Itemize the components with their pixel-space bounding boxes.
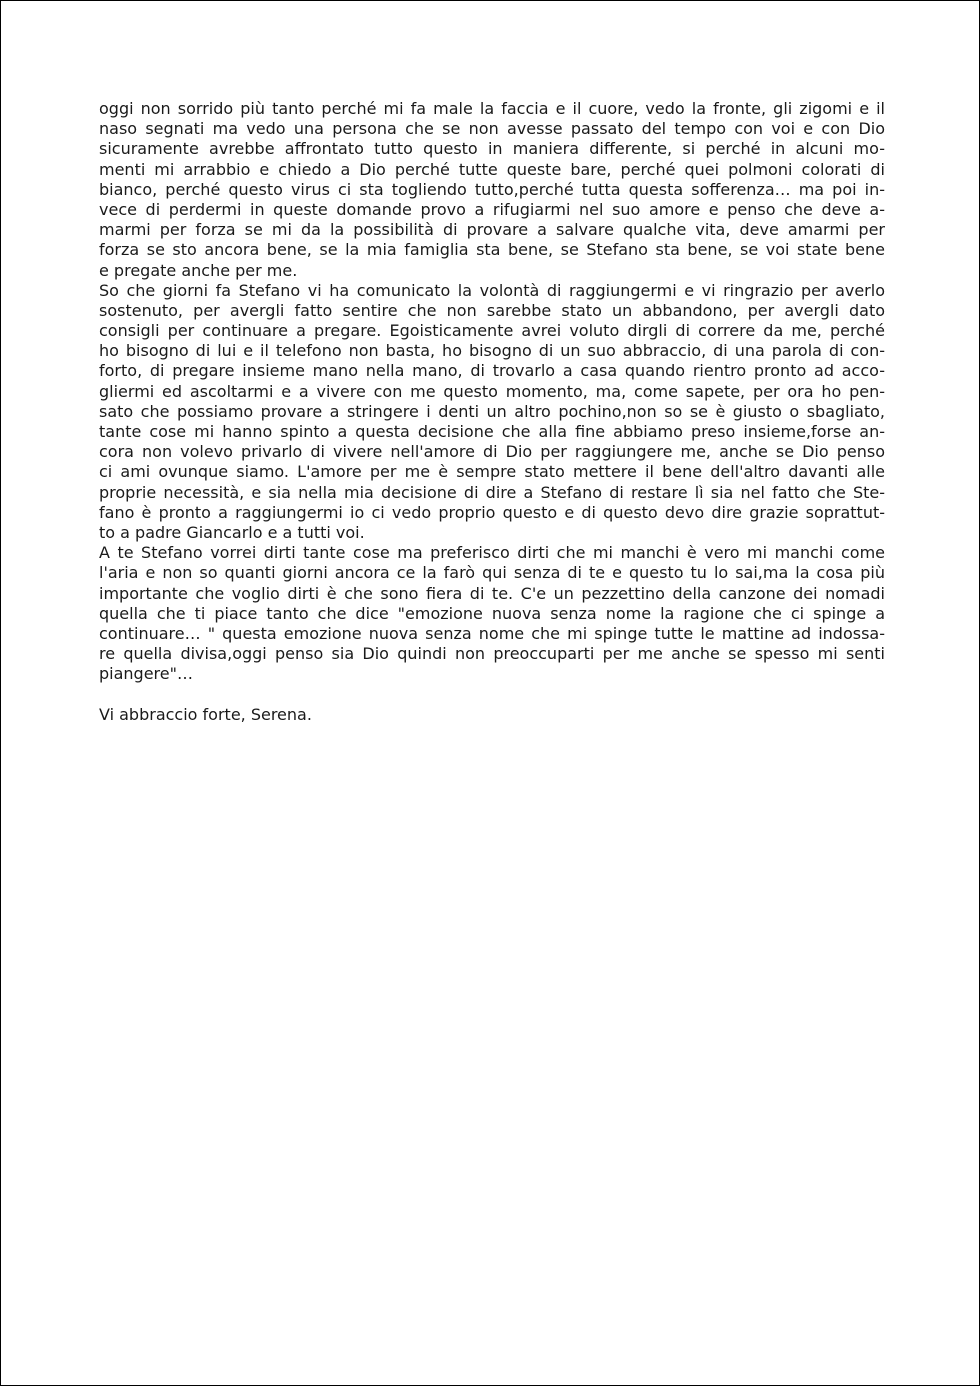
text-line: proprie necessità, e sia nella mia decisione di dire a Stefano di restare lì sia nel fatto che Ste-: [99, 482, 885, 502]
text-line: menti mi arrabbio e chiedo a Dio perché tutte queste bare, perché quei polmoni colorati di: [99, 159, 885, 179]
closing-signature: Vi abbraccio forte, Serena.: [99, 704, 312, 724]
text-line: A te Stefano vorrei dirti tante cose ma preferisco dirti che mi manchi è vero mi manchi come: [99, 543, 885, 563]
text-line: to a padre Giancarlo e a tutti voi.: [99, 522, 365, 542]
text-line: ho bisogno di lui e il telefono non basta, ho bisogno di un suo abbraccio, di una parola di con-: [99, 341, 885, 361]
text-line: fano è pronto a raggiungermi io ci vedo proprio questo e di questo devo dire grazie soprattut-: [99, 502, 885, 522]
text-line: quella che ti piace tanto che dice "emozione nuova senza nome la ragione che ci spinge a: [99, 603, 885, 623]
text-line: So che giorni fa Stefano vi ha comunicato la volontà di raggiungermi e vi ringrazio per averlo: [99, 280, 885, 300]
paragraph-1: [99, 99, 885, 281]
text-line: l'aria e non so quanti giorni ancora ce la farò qui senza di te e questo tu lo sai,ma la cosa più: [99, 563, 885, 583]
text-line: marmi per forza se mi da la possibilità di provare a salvare qualche vita, deve amarmi per: [99, 220, 885, 240]
paragraph-3: [99, 543, 885, 684]
text-line: sato che possiamo provare a stringere i denti un altro pochino,non so se è giusto o sbagliato,: [99, 401, 885, 421]
text-line: sicuramente avrebbe affrontato tutto questo in maniera differente, si perché in alcuni mo-: [99, 139, 885, 159]
text-line: consigli per continuare a pregare. Egoisticamente avrei voluto dirgli di correre da me, perché: [99, 321, 885, 341]
text-line: sostenuto, per avergli fatto sentire che non sarebbe stato un abbandono, per avergli dato: [99, 300, 885, 320]
text-line: ci ami ovunque siamo. L'amore per me è sempre stato mettere il bene dell'altro davanti alle: [99, 462, 885, 482]
text-line: tante cose mi hanno spinto a questa decisione che alla fine abbiamo preso insieme,forse an-: [99, 422, 885, 441]
text-line: piangere"…: [99, 664, 193, 684]
paragraph-2: [99, 281, 885, 543]
paragraph-spacer: [99, 684, 885, 704]
text-line: vece di perdermi in queste domande provo a rifugiarmi nel suo amore e penso che deve a-: [99, 199, 885, 219]
text-line: e pregate anche per me.: [99, 260, 298, 280]
letter-body: [99, 99, 885, 725]
text-line: continuare… " questa emozione nuova senza nome che mi spinge tutte le mattine ad indossa-: [99, 623, 885, 643]
text-line: naso segnati ma vedo una persona che se non avesse passato del tempo con voi e con Dio: [99, 119, 885, 139]
text-line: cora non volevo privarlo di vivere nell'amore di Dio per raggiungere me, anche se Dio penso: [99, 442, 885, 462]
text-line: forza se sto ancora bene, se la mia famiglia sta bene, se Stefano sta bene, se voi state bene: [99, 240, 885, 260]
text-line: importante che voglio dirti è che sono fiera di te. C'e un pezzettino della canzone dei nomadi: [99, 583, 885, 603]
text-line: bianco, perché questo virus ci sta togliendo tutto,perché tutta questa sofferenza… ma poi in-: [99, 179, 885, 199]
text-line: oggi non sorrido più tanto perché mi fa male la faccia e il cuore, vedo la fronte, gli zigomi e il: [99, 99, 885, 118]
text-line: re quella divisa,oggi penso sia Dio quindi non preoccuparti per me anche se spesso mi senti: [99, 644, 885, 664]
text-line: gliermi ed ascoltarmi e a vivere con me questo momento, ma, come sapete, per ora ho pen-: [99, 381, 885, 401]
text-line: forto, di pregare insieme mano nella mano, di trovarlo a casa quando rientro pronto ad acco-: [99, 361, 885, 381]
